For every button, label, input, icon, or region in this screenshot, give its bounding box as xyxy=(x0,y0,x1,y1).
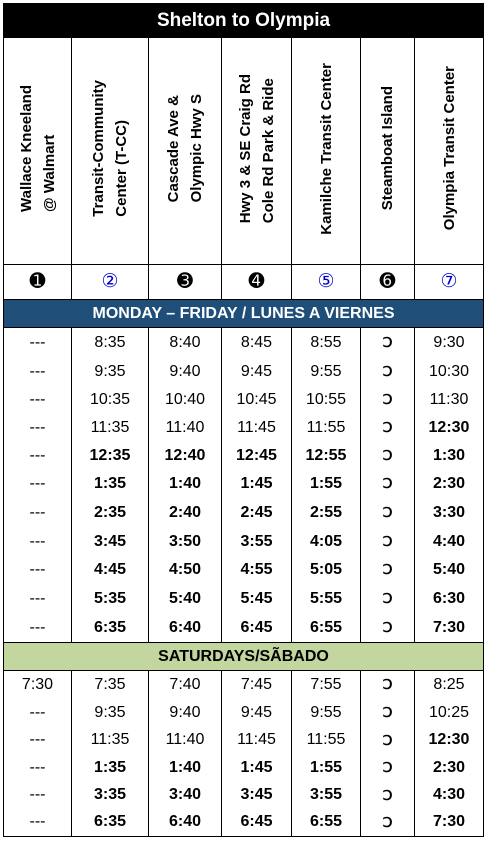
time-cell: 7:45 xyxy=(222,671,292,699)
time-cell: 1:35 xyxy=(72,754,149,782)
request-stop-indicator: Ↄ xyxy=(361,584,415,614)
time-cell: 6:45 xyxy=(222,614,292,643)
stop-name: Steamboat Island xyxy=(379,86,396,211)
time-cell: 9:45 xyxy=(222,358,292,386)
time-cell: 10:30 xyxy=(415,358,484,386)
time-cell: 1:35 xyxy=(72,470,149,498)
time-cell: --- xyxy=(4,614,72,643)
time-cell: 2:45 xyxy=(222,498,292,528)
time-cell: --- xyxy=(4,414,72,442)
schedule-table xyxy=(3,3,484,837)
time-cell: 7:30 xyxy=(415,614,484,643)
stop-name: Transit-Community Center (T-CC) xyxy=(90,80,130,217)
time-cell: --- xyxy=(4,782,72,809)
time-cell: 3:30 xyxy=(415,498,484,528)
time-cell: 9:40 xyxy=(149,358,222,386)
time-cell: 2:40 xyxy=(149,498,222,528)
stop-header-1 xyxy=(4,38,72,265)
time-cell: 9:30 xyxy=(415,328,484,358)
time-cell: 4:55 xyxy=(222,556,292,584)
stop-number-icon: ➏ xyxy=(379,271,396,292)
time-cell: --- xyxy=(4,470,72,498)
time-cell: 12:30 xyxy=(415,414,484,442)
request-stop-indicator: Ↄ xyxy=(361,414,415,442)
request-stop-indicator: Ↄ xyxy=(361,782,415,809)
time-cell: 10:45 xyxy=(222,386,292,414)
time-cell: --- xyxy=(4,328,72,358)
time-cell: 8:35 xyxy=(72,328,149,358)
time-cell: 5:35 xyxy=(72,584,149,614)
time-cell: 3:35 xyxy=(72,782,149,809)
time-cell: --- xyxy=(4,809,72,837)
time-cell: 11:35 xyxy=(72,727,149,754)
stop-header-6 xyxy=(361,38,415,265)
time-cell: 6:40 xyxy=(149,614,222,643)
stop-header-2 xyxy=(72,38,149,265)
weekday-section-label: MONDAY – FRIDAY / LUNES A VIERNES xyxy=(4,300,484,328)
time-cell: --- xyxy=(4,727,72,754)
time-cell: 4:45 xyxy=(72,556,149,584)
time-cell: 5:40 xyxy=(415,556,484,584)
request-stop-indicator: Ↄ xyxy=(361,442,415,470)
time-cell: 1:55 xyxy=(292,754,361,782)
time-cell: 6:30 xyxy=(415,584,484,614)
time-cell: 11:35 xyxy=(72,414,149,442)
stop-number-cell-3 xyxy=(149,265,222,300)
trip-row xyxy=(4,584,484,614)
time-cell: 4:40 xyxy=(415,528,484,556)
trip-row xyxy=(4,470,484,498)
time-cell: 6:40 xyxy=(149,809,222,837)
time-cell: 11:55 xyxy=(292,727,361,754)
time-cell: 8:55 xyxy=(292,328,361,358)
time-cell: 9:55 xyxy=(292,699,361,727)
time-cell: 5:45 xyxy=(222,584,292,614)
time-cell: 6:35 xyxy=(72,614,149,643)
trip-row xyxy=(4,754,484,782)
trip-row xyxy=(4,386,484,414)
time-cell: 4:05 xyxy=(292,528,361,556)
trip-row xyxy=(4,556,484,584)
time-cell: 1:55 xyxy=(292,470,361,498)
time-cell: --- xyxy=(4,754,72,782)
request-stop-indicator: Ↄ xyxy=(361,358,415,386)
stop-header-4 xyxy=(222,38,292,265)
stop-name: Olympia Transit Center xyxy=(440,66,458,231)
request-stop-indicator: Ↄ xyxy=(361,528,415,556)
request-stop-indicator: Ↄ xyxy=(361,809,415,837)
time-cell: 6:35 xyxy=(72,809,149,837)
time-cell: 9:35 xyxy=(72,699,149,727)
stop-name: Cascade Ave & Olympic Hwy S xyxy=(165,94,205,203)
time-cell: 12:55 xyxy=(292,442,361,470)
time-cell: 11:45 xyxy=(222,414,292,442)
time-cell: 6:55 xyxy=(292,614,361,643)
trip-row xyxy=(4,328,484,358)
trip-row xyxy=(4,727,484,754)
request-stop-indicator: Ↄ xyxy=(361,470,415,498)
time-cell: --- xyxy=(4,386,72,414)
time-cell: --- xyxy=(4,358,72,386)
time-cell: 3:45 xyxy=(72,528,149,556)
stop-number-cell-1 xyxy=(4,265,72,300)
stop-number-icon: ➍ xyxy=(248,271,265,292)
section-header-row xyxy=(4,300,484,328)
stop-number-cell-7 xyxy=(415,265,484,300)
time-cell: 3:55 xyxy=(292,782,361,809)
request-stop-indicator: Ↄ xyxy=(361,614,415,643)
time-cell: --- xyxy=(4,699,72,727)
stop-number-row xyxy=(4,265,484,300)
time-cell: 11:40 xyxy=(149,414,222,442)
time-cell: 6:55 xyxy=(292,809,361,837)
schedule-body xyxy=(4,300,484,837)
stop-number-icon: ⑤ xyxy=(317,271,335,292)
time-cell: --- xyxy=(4,584,72,614)
time-cell: --- xyxy=(4,498,72,528)
trip-row xyxy=(4,809,484,837)
time-cell: 1:45 xyxy=(222,470,292,498)
stop-header-row xyxy=(4,38,484,265)
time-cell: 7:30 xyxy=(4,671,72,699)
stop-number-cell-6 xyxy=(361,265,415,300)
time-cell: 1:40 xyxy=(149,754,222,782)
time-cell: 10:55 xyxy=(292,386,361,414)
saturday-section-label: SATURDAYS/SÃBADO xyxy=(4,643,484,671)
trip-row xyxy=(4,528,484,556)
stop-number-icon: ⑦ xyxy=(440,271,458,292)
time-cell: --- xyxy=(4,442,72,470)
time-cell: 9:55 xyxy=(292,358,361,386)
time-cell: --- xyxy=(4,556,72,584)
request-stop-indicator: Ↄ xyxy=(361,699,415,727)
trip-row xyxy=(4,498,484,528)
time-cell: 10:25 xyxy=(415,699,484,727)
request-stop-indicator: Ↄ xyxy=(361,328,415,358)
request-stop-indicator: Ↄ xyxy=(361,556,415,584)
time-cell: 4:30 xyxy=(415,782,484,809)
time-cell: 7:35 xyxy=(72,671,149,699)
time-cell: 8:40 xyxy=(149,328,222,358)
time-cell: 3:55 xyxy=(222,528,292,556)
section-header-row xyxy=(4,643,484,671)
time-cell: 9:35 xyxy=(72,358,149,386)
schedule-title: Shelton to Olympia xyxy=(4,4,484,38)
time-cell: 7:55 xyxy=(292,671,361,699)
time-cell: 1:40 xyxy=(149,470,222,498)
request-stop-indicator: Ↄ xyxy=(361,498,415,528)
trip-row xyxy=(4,614,484,643)
time-cell: 9:40 xyxy=(149,699,222,727)
trip-row xyxy=(4,782,484,809)
stop-number-icon: ② xyxy=(101,271,119,292)
stop-number-cell-5 xyxy=(292,265,361,300)
stop-number-cell-4 xyxy=(222,265,292,300)
time-cell: 8:25 xyxy=(415,671,484,699)
time-cell: 3:40 xyxy=(149,782,222,809)
stop-header-5 xyxy=(292,38,361,265)
time-cell: 12:30 xyxy=(415,727,484,754)
time-cell: 2:30 xyxy=(415,754,484,782)
time-cell: 12:35 xyxy=(72,442,149,470)
request-stop-indicator: Ↄ xyxy=(361,727,415,754)
request-stop-indicator: Ↄ xyxy=(361,386,415,414)
stop-header-7 xyxy=(415,38,484,265)
time-cell: 3:45 xyxy=(222,782,292,809)
stop-number-icon: ➊ xyxy=(29,271,46,292)
stop-number-icon: ➌ xyxy=(177,271,193,292)
stop-name: Hwy 3 & SE Craig Rd Cole Rd Park & Ride xyxy=(236,73,277,224)
time-cell: --- xyxy=(4,528,72,556)
time-cell: 9:45 xyxy=(222,699,292,727)
time-cell: 1:45 xyxy=(222,754,292,782)
trip-row xyxy=(4,442,484,470)
time-cell: 11:40 xyxy=(149,727,222,754)
stop-name: Wallace Kneeland @ Walmart xyxy=(17,85,58,212)
request-stop-indicator: Ↄ xyxy=(361,671,415,699)
request-stop-indicator: Ↄ xyxy=(361,754,415,782)
time-cell: 2:30 xyxy=(415,470,484,498)
time-cell: 10:40 xyxy=(149,386,222,414)
time-cell: 7:40 xyxy=(149,671,222,699)
time-cell: 11:45 xyxy=(222,727,292,754)
time-cell: 10:35 xyxy=(72,386,149,414)
trip-row xyxy=(4,358,484,386)
time-cell: 5:55 xyxy=(292,584,361,614)
stop-number-cell-2 xyxy=(72,265,149,300)
time-cell: 7:30 xyxy=(415,809,484,837)
time-cell: 12:40 xyxy=(149,442,222,470)
time-cell: 6:45 xyxy=(222,809,292,837)
trip-row xyxy=(4,671,484,699)
time-cell: 2:55 xyxy=(292,498,361,528)
time-cell: 4:50 xyxy=(149,556,222,584)
time-cell: 11:30 xyxy=(415,386,484,414)
time-cell: 5:05 xyxy=(292,556,361,584)
time-cell: 5:40 xyxy=(149,584,222,614)
stop-name: Kamilche Transit Center xyxy=(317,62,335,235)
stop-header-3 xyxy=(149,38,222,265)
time-cell: 11:55 xyxy=(292,414,361,442)
time-cell: 2:35 xyxy=(72,498,149,528)
trip-row xyxy=(4,414,484,442)
time-cell: 1:30 xyxy=(415,442,484,470)
time-cell: 12:45 xyxy=(222,442,292,470)
time-cell: 8:45 xyxy=(222,328,292,358)
trip-row xyxy=(4,699,484,727)
time-cell: 3:50 xyxy=(149,528,222,556)
